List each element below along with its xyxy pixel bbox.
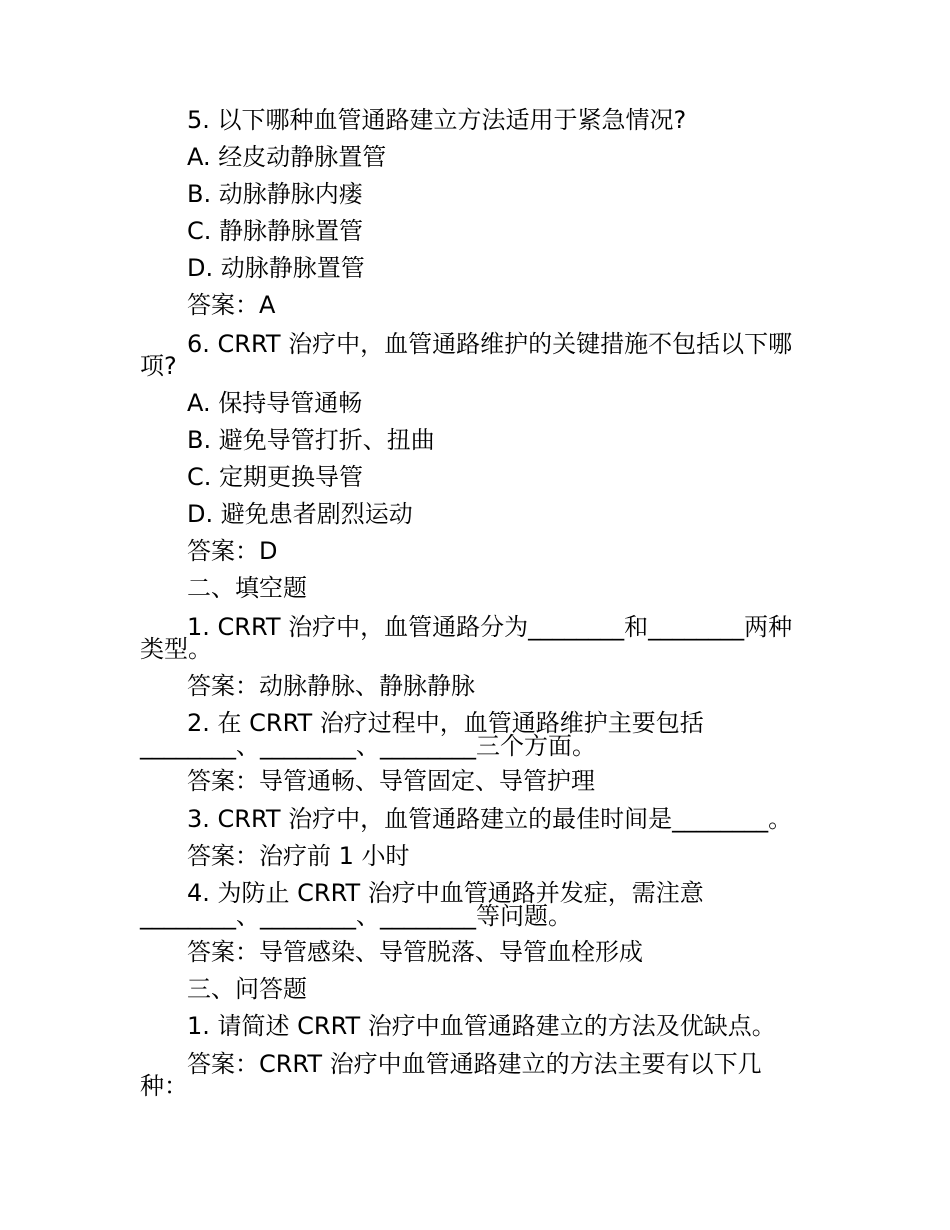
answer: 答案：导管通畅、导管固定、导管护理 xyxy=(187,767,595,795)
fill-question-1-continued: 类型。 xyxy=(140,635,212,663)
option-a: A. 保持导管通畅 xyxy=(187,389,363,417)
option-c: C. 定期更换导管 xyxy=(187,463,364,491)
option-c: C. 静脉静脉置管 xyxy=(187,217,364,245)
option-b: B. 动脉静脉内瘘 xyxy=(187,180,363,208)
answer: 答案：A xyxy=(187,291,276,319)
question-6: 6. CRRT 治疗中，血管通路维护的关键措施不包括以下哪 xyxy=(187,330,793,358)
section-heading-qa: 三、问答题 xyxy=(187,975,307,1003)
fill-question-1: 1. CRRT 治疗中，血管通路分为________和________两种 xyxy=(187,613,793,641)
option-a: A. 经皮动静脉置管 xyxy=(187,143,387,171)
fill-question-3: 3. CRRT 治疗中，血管通路建立的最佳时间是________。 xyxy=(187,805,793,833)
answer-continued: 种： xyxy=(140,1072,188,1100)
qa-question-1: 1. 请简述 CRRT 治疗中血管通路建立的方法及优缺点。 xyxy=(187,1012,776,1040)
answer: 答案：导管感染、导管脱落、导管血栓形成 xyxy=(187,938,643,966)
fill-question-4-continued: ________、________、________等问题。 xyxy=(140,902,572,930)
option-d: D. 动脉静脉置管 xyxy=(187,254,365,282)
fill-question-4: 4. 为防止 CRRT 治疗中血管通路并发症，需注意 xyxy=(187,879,704,907)
answer: 答案：治疗前 1 小时 xyxy=(187,842,410,870)
option-b: B. 避免导管打折、扭曲 xyxy=(187,426,435,454)
option-d: D. 避免患者剧烈运动 xyxy=(187,500,413,528)
answer: 答案：动脉静脉、静脉静脉 xyxy=(187,672,475,700)
answer: 答案：D xyxy=(187,537,278,565)
question-6-continued: 项? xyxy=(140,352,177,380)
answer: 答案：CRRT 治疗中血管通路建立的方法主要有以下几 xyxy=(187,1050,762,1078)
question-5: 5. 以下哪种血管通路建立方法适用于紧急情况? xyxy=(187,106,687,134)
section-heading-fill-in: 二、填空题 xyxy=(187,574,307,602)
fill-question-2: 2. 在 CRRT 治疗过程中，血管通路维护主要包括 xyxy=(187,709,704,737)
fill-question-2-continued: ________、________、________三个方面。 xyxy=(140,732,596,760)
